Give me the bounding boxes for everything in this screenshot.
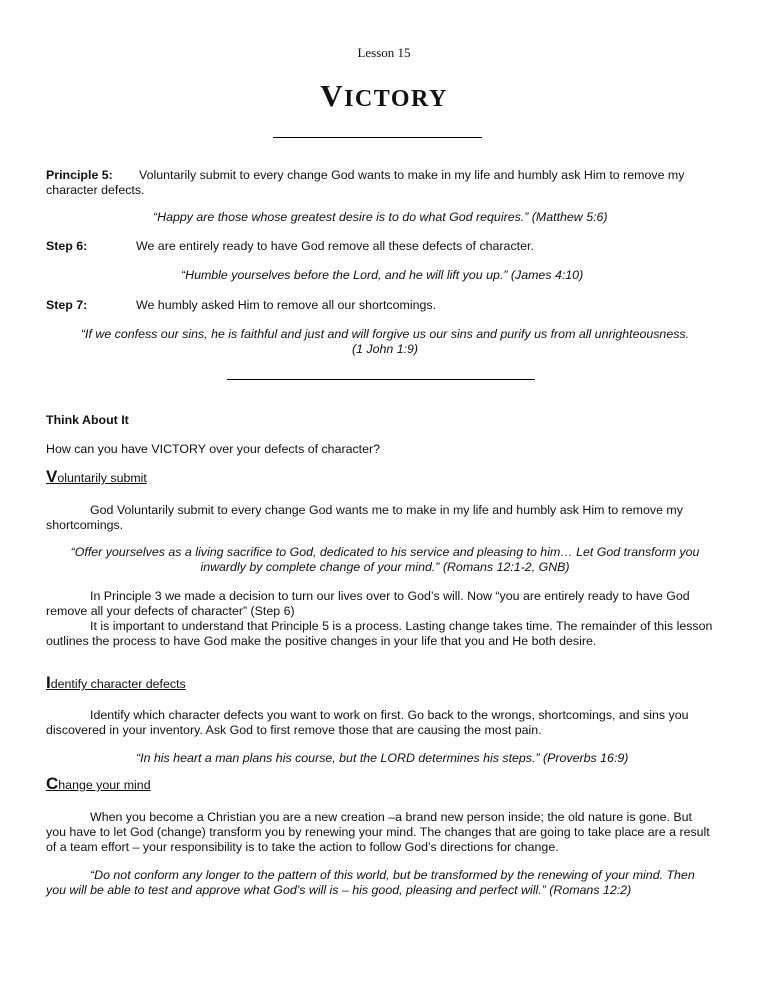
principle-label: Principle 5: — [46, 168, 113, 182]
identify-paragraph-cont: discovered in your inventory. Ask God to first remove those that are causing the most pain. — [46, 723, 542, 737]
principle-text-cont: character defects. — [46, 183, 145, 197]
step6-label: Step 6: — [46, 239, 88, 253]
page-title — [0, 79, 768, 116]
principle-text: Voluntarily submit to every change God wants to make in my life and humbly ask Him to remove my — [139, 168, 685, 182]
step7-label: Step 7: — [46, 298, 88, 312]
step7-quote-ref: (1 John 1:9) — [351, 342, 419, 356]
voluntarily-paragraph: God Voluntarily submit to every change God wants me to make in my life and humbly ask Him to remove my — [90, 503, 683, 517]
voluntarily-quote-cont: inwardly by complete change of your mind.” (Romans 12:1-2, GNB) — [200, 560, 570, 574]
voluntarily-heading-rest: oluntarily submit — [57, 471, 147, 485]
think-question: How can you have VICTORY over your defects of character? — [46, 442, 381, 456]
title-divider — [273, 137, 482, 138]
change-paragraph: When you become a Christian you are a new creation –a brand new person inside; the old nature is gone. But — [90, 810, 692, 824]
identify-heading — [46, 675, 186, 692]
step6-quote: “Humble yourselves before the Lord, and he will lift you up.” (James 4:10) — [181, 268, 584, 282]
change-heading — [46, 776, 151, 793]
think-heading: Think About It — [46, 413, 129, 427]
voluntarily-quote: “Offer yourselves as a living sacrifice to God, dedicated to his service and pleasing to him… Let God transform you — [70, 545, 700, 559]
section-divider — [227, 379, 535, 380]
change-paragraph-cont: you have to let God (change) transform you by renewing your mind. The changes that are going to take place are a result — [46, 825, 710, 839]
change-heading-rest: hange your mind — [58, 778, 151, 792]
identify-heading-initial: I — [46, 673, 51, 692]
voluntarily-paragraph-cont: shortcomings. — [46, 518, 124, 532]
lesson-number: Lesson 15 — [357, 45, 411, 60]
principle-quote: “Happy are those whose greatest desire is to do what God requires.” (Matthew 5:6) — [153, 210, 608, 224]
change-quote-cont: you will be able to test and approve what God’s will is – his good, pleasing and perfect will.” (Romans 12:2) — [46, 883, 632, 897]
process-paragraph: In Principle 3 we made a decision to turn our lives over to God’s will. Now “you are entirely ready to have God — [90, 589, 690, 603]
voluntarily-heading-initial: V — [46, 467, 58, 486]
step7-quote: “If we confess our sins, he is faithful and just and will forgive us our sins and purify us from all unrighteousness. — [80, 327, 690, 341]
lasting-change-paragraph: It is important to understand that Principle 5 is a process. Lasting change takes time. The remainder of this lesson — [90, 619, 713, 633]
page-title-rest: ICTORY — [344, 86, 448, 112]
voluntarily-heading — [46, 469, 147, 486]
change-quote: “Do not conform any longer to the pattern of this world, but be transformed by the renewing of your mind. Then — [90, 868, 695, 882]
step7-text: We humbly asked Him to remove all our shortcomings. — [136, 298, 437, 312]
identify-paragraph: Identify which character defects you want to work on first. Go back to the wrongs, shortcomings, and sins you — [90, 708, 689, 722]
step6-text: We are entirely ready to have God remove all these defects of character. — [136, 239, 534, 253]
page-title-initial: V — [320, 78, 345, 113]
change-heading-initial: C — [46, 774, 59, 793]
identify-quote: “In his heart a man plans his course, but the LORD determines his steps.” (Proverbs 16:9) — [136, 751, 629, 765]
identify-heading-rest: dentify character defects — [50, 677, 186, 691]
lasting-change-paragraph-cont: outlines the process to have God make the positive changes in your life that you and He both desire. — [46, 634, 597, 648]
change-paragraph-cont2: of a team effort – your responsibility is to take the action to follow God’s directions for change. — [46, 840, 559, 854]
process-paragraph-cont: remove all your defects of character” (Step 6) — [46, 604, 295, 618]
